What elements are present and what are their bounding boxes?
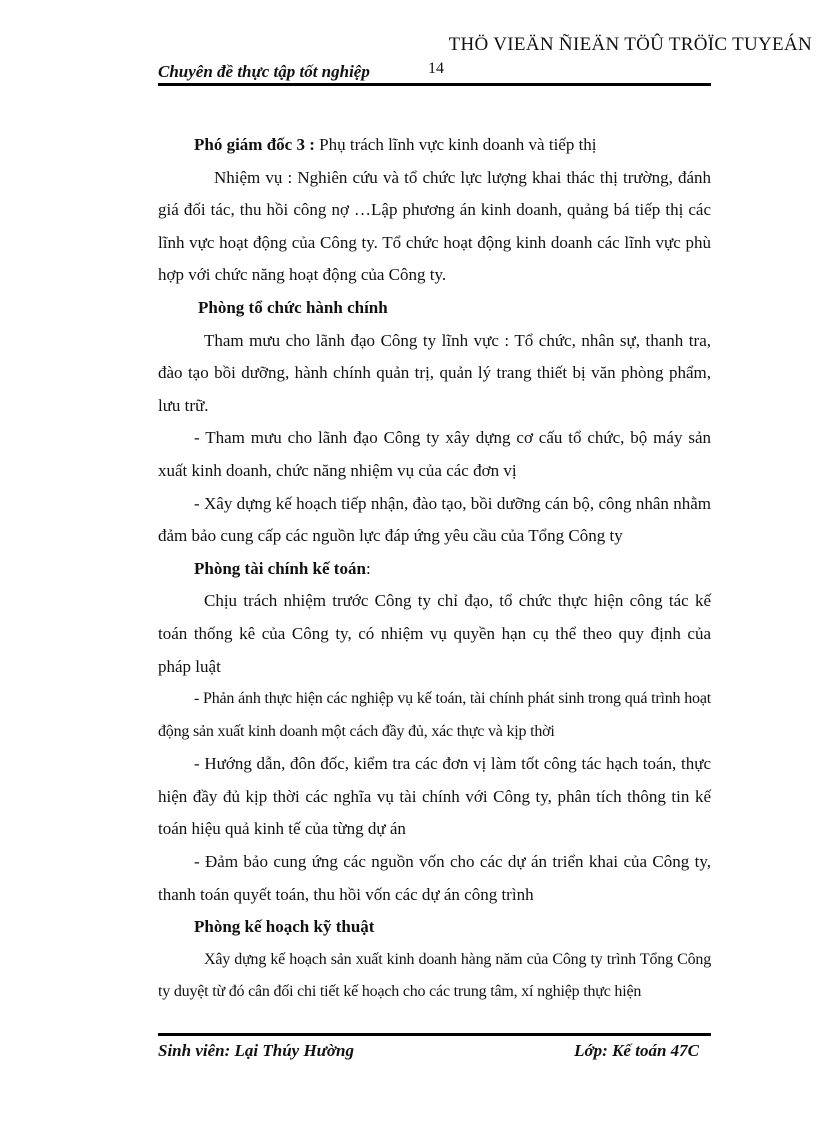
header-title: Chuyên đề thực tập tốt nghiệp	[158, 62, 370, 81]
watermark-text: THÖ VIEÄN ÑIEÄN TÖÛ TRÖÏC TUYEÁN	[448, 34, 812, 55]
heading-finance-dept	[158, 553, 711, 586]
deputy-director-label: Phó giám đốc 3 :	[194, 135, 315, 154]
paragraph-finance-item-2: - Hướng dẫn, đôn đốc, kiểm tra các đơn vị làm tốt công tác hạch toán, thực hiện đầy đủ kịp thời các nghĩa vụ tài chính với Công ty, phân tích thông tin kế toán hiệu quả kinh tế của từng dự án	[158, 754, 711, 839]
paragraph-admin-item-1: - Tham mưu cho lãnh đạo Công ty xây dựng cơ cấu tổ chức, bộ máy sản xuất kinh doanh, chức năng nhiệm vụ của các đơn vị	[158, 428, 711, 480]
heading-planning-dept: Phòng kế hoạch kỹ thuật	[194, 917, 375, 937]
footer-class: Lớp: Kế toán 47C	[574, 1041, 699, 1060]
heading-admin-dept: Phòng tổ chức hành chính	[198, 297, 388, 317]
paragraph-finance-item-3: - Đảm bảo cung ứng các nguồn vốn cho các dự án triển khai của Công ty, thanh toán quyết toán, thu hồi vốn các dự án công trình	[158, 852, 711, 904]
paragraph-admin-item-2: - Xây dựng kế hoạch tiếp nhận, đào tạo, bồi dưỡng cán bộ, công nhân nhằm đảm bảo cung cấp các nguồn lực đáp ứng yêu cầu của Tổng Công ty	[158, 493, 711, 546]
page-number: 14	[428, 60, 444, 77]
paragraph-duties: Nhiệm vụ : Nghiên cứu và tổ chức lực lượng khai thác thị trường, đánh giá đối tác, thu hồi công nợ …Lập phương án kinh doanh, quảng bá tiếp thị các lĩnh vực hoạt động của Công ty. Tổ chức hoạt động kinh doanh các lĩnh vực phù hợp với chức năng hoạt động của Công ty.	[158, 167, 711, 285]
finance-dept-colon: :	[365, 558, 371, 578]
footer-student-name: Sinh viên: Lại Thúy Hường	[158, 1041, 354, 1060]
deputy-director-text: Phụ trách lĩnh vực kinh doanh và tiếp thị	[314, 135, 597, 154]
paragraph-finance-item-1: - Phản ánh thực hiện các nghiệp vụ kế toán, tài chính phát sinh trong quá trình hoạt động sản xuất kinh doanh một cách đầy đủ, xác thực và kịp thời	[158, 690, 711, 740]
page-header	[158, 60, 711, 84]
paragraph-deputy-director	[158, 129, 711, 162]
header-rule	[158, 83, 711, 86]
page-body	[158, 129, 711, 1009]
paragraph-planning-dept: Xây dựng kế hoạch sản xuất kinh doanh hàng năm của Công ty trình Tổng Công ty duyệt từ đó cân đối chi tiết kế hoạch cho các trung tâm, xí nghiệp thực hiện	[158, 950, 711, 1001]
finance-dept-title: Phòng tài chính kế toán	[194, 558, 366, 578]
paragraph-admin-dept: Tham mưu cho lãnh đạo Công ty lĩnh vực : Tổ chức, nhân sự, thanh tra, đào tạo bồi dưỡng, hành chính quản trị, quản lý trang thiết bị văn phòng phẩm, lưu trữ.	[158, 330, 711, 415]
footer-rule	[158, 1033, 711, 1036]
paragraph-finance-dept: Chịu trách nhiệm trước Công ty chỉ đạo, tổ chức thực hiện công tác kế toán thống kê của Công ty, có nhiệm vụ quyền hạn cụ thể theo quy định của pháp luật	[158, 591, 711, 676]
